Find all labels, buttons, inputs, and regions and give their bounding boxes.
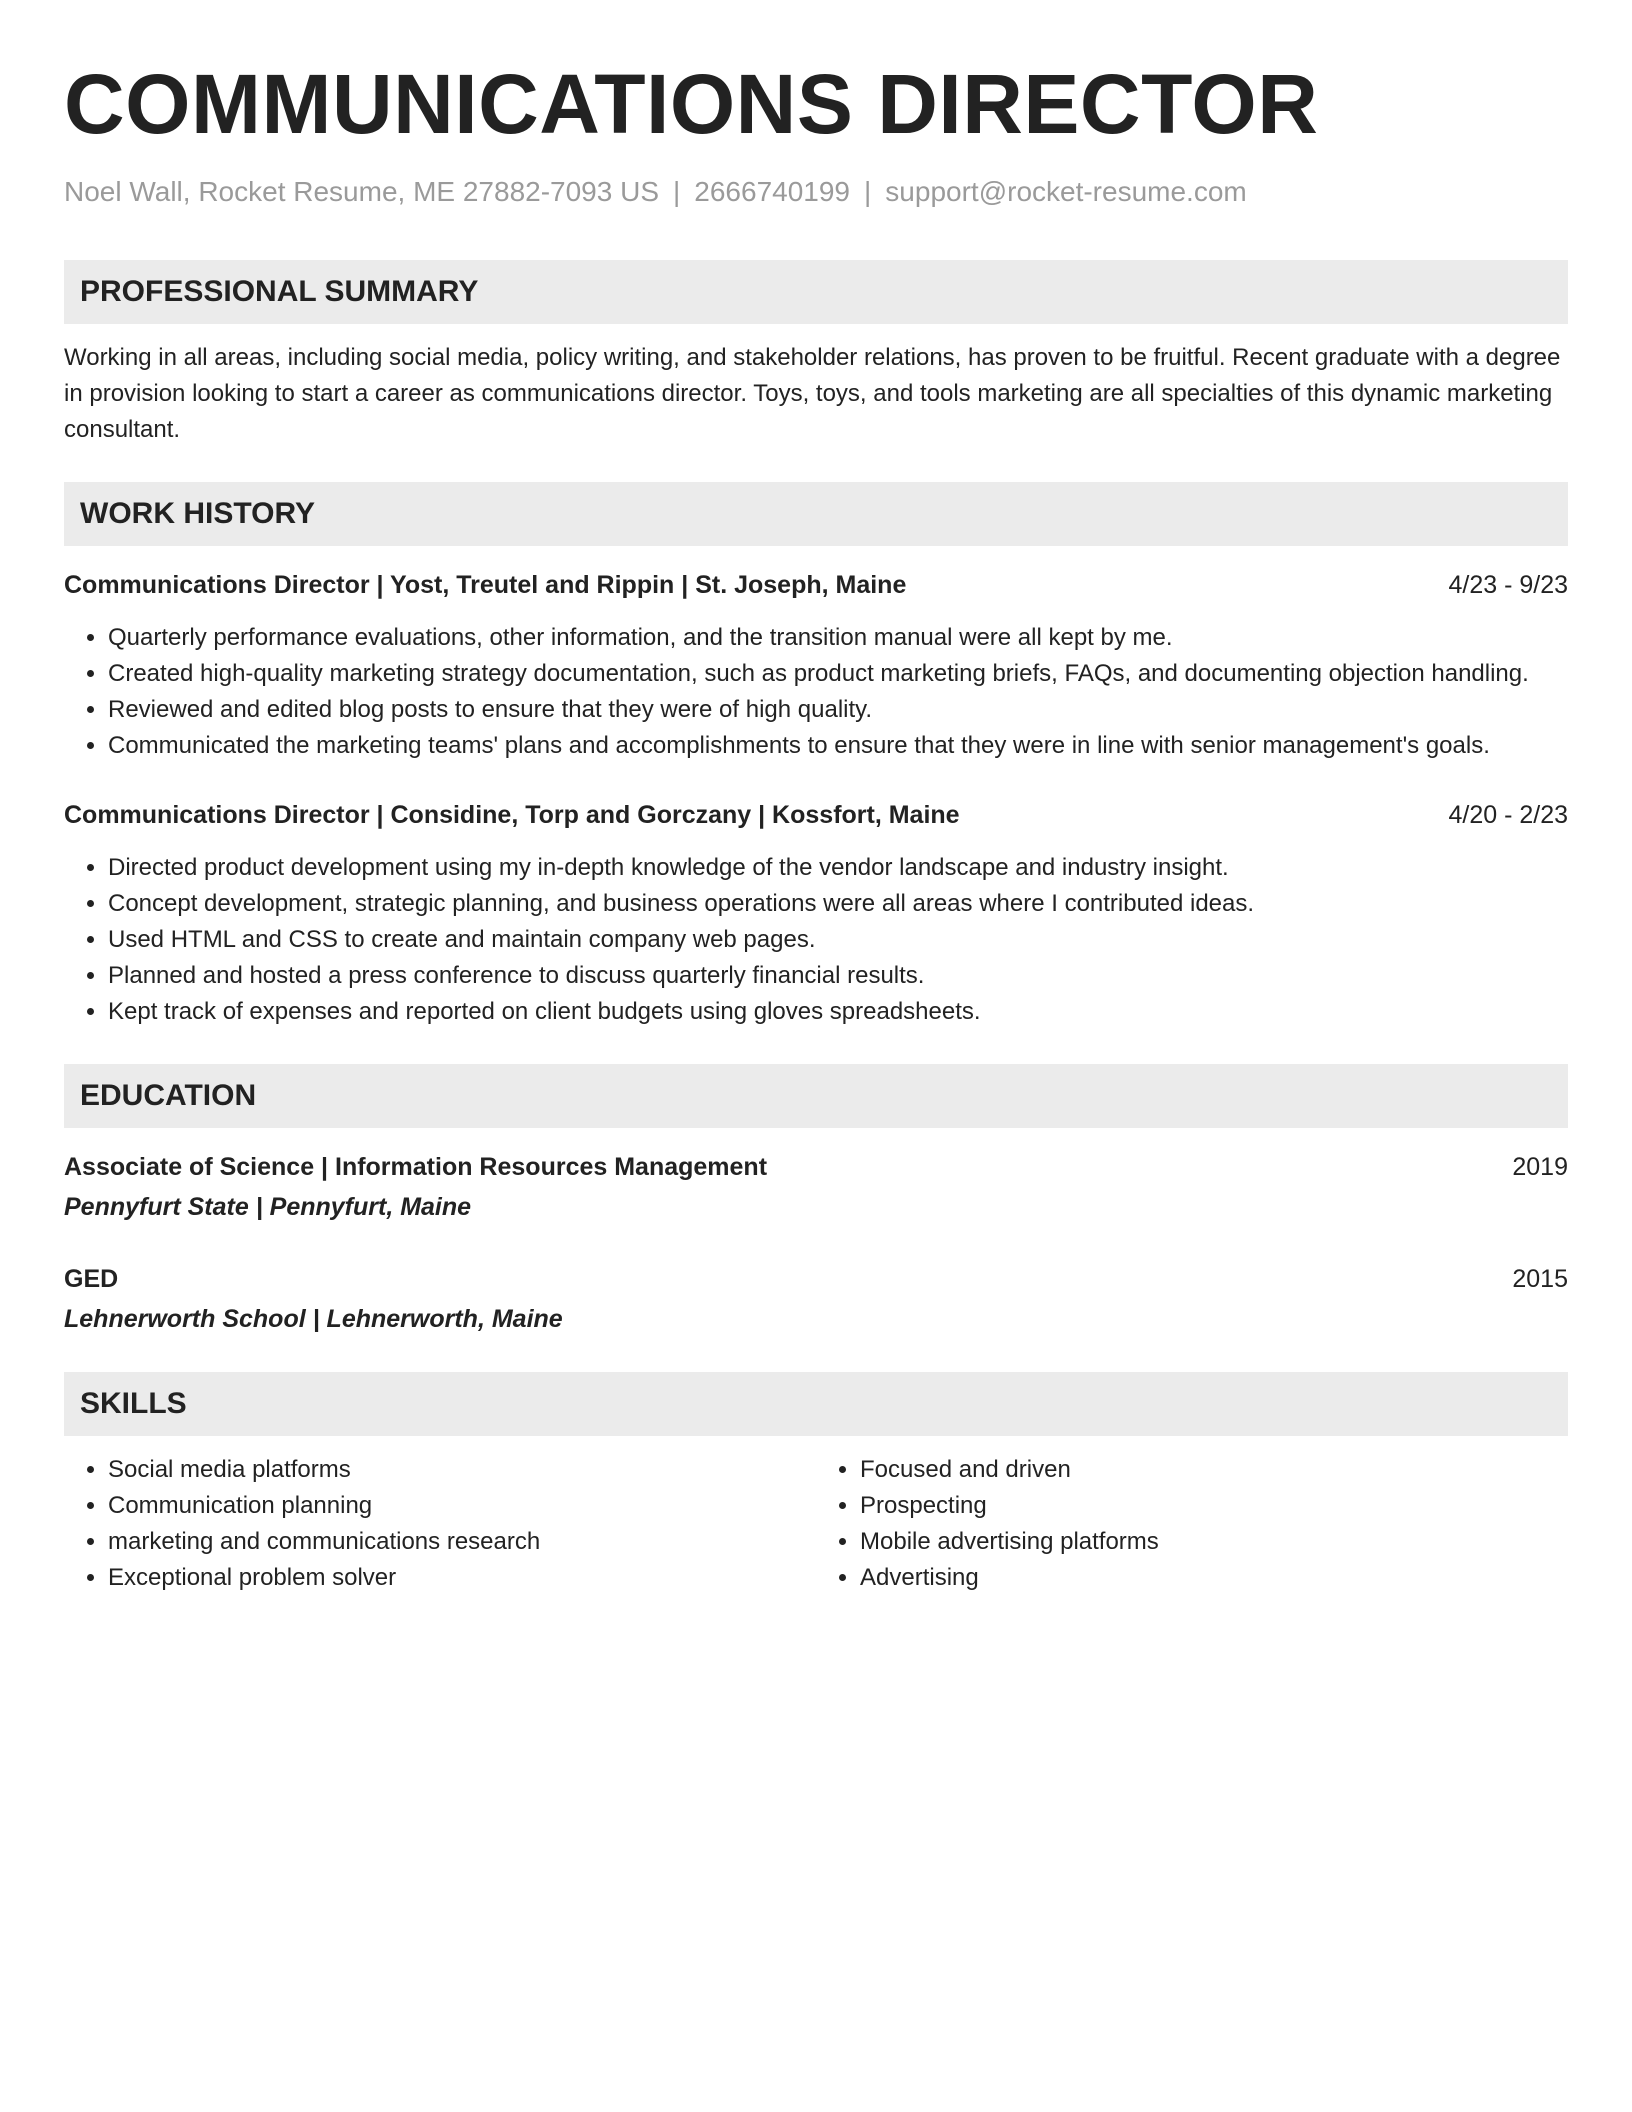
job-bullet: • Planned and hosted a press conference to discuss quarterly financial results. [108,958,1568,994]
skill-item: • Advertising [860,1560,1568,1596]
job-bullet: • Directed product development using my in-depth knowledge of the vendor landscape and industry insight. [108,850,1568,886]
job-title: Communications Director | Considine, Torp and Gorczany | Kossfort, Maine [64,801,960,829]
education-header-row [64,1150,1568,1184]
resume-title: COMMUNICATIONS DIRECTOR [64,57,1319,151]
education-school: Pennyfurt State | Pennyfurt, Maine [64,1193,472,1221]
job-dates: 4/23 - 9/23 [1448,571,1568,599]
skill-item: • Social media platforms [108,1452,816,1488]
contact-address: Noel Wall, Rocket Resume, ME 27882-7093 US [64,176,659,207]
skills-list-right [816,1452,1568,1596]
contact-separator: | [673,176,681,207]
job-bullet: • Used HTML and CSS to create and maintain company web pages. [108,922,1568,958]
skills-heading: SKILLS [64,1372,1568,1436]
job-bullet: • Kept track of expenses and reported on client budgets using gloves spreadsheets. [108,994,1568,1030]
job-header-row [64,798,1568,832]
contact-phone: 2666740199 [694,176,851,207]
contact-line [64,174,1568,210]
job-header-row [64,568,1568,602]
skill-item: • marketing and communications research [108,1524,816,1560]
skill-item: • Prospecting [860,1488,1568,1524]
education-entry [64,1262,1568,1336]
skill-item: • Focused and driven [860,1452,1568,1488]
education-school: Lehnerworth School | Lehnerworth, Maine [64,1305,563,1333]
contact-email: support@rocket-resume.com [885,176,1247,207]
education-year: 2019 [1512,1153,1568,1181]
contact-separator: | [864,176,872,207]
summary-text: Working in all areas, including social media, policy writing, and stakeholder relations, has proven to be fruitful. Recent graduate with a degree in provision looking to start a career as communications director. Toys, toys, and tools marketing are all specialties of this dynamic marketing consultant. [64,344,1561,443]
job-entry [64,798,1568,1030]
summary-heading: PROFESSIONAL SUMMARY [64,260,1568,324]
skills-columns [64,1452,1568,1596]
job-title: Communications Director | Yost, Treutel and Rippin | St. Joseph, Maine [64,571,907,599]
skills-list-left [64,1452,816,1596]
job-bullet: • Concept development, strategic planning, and business operations were all areas where I contributed ideas. [108,886,1568,922]
education-heading: EDUCATION [64,1064,1568,1128]
education-degree: Associate of Science | Information Resources Management [64,1153,768,1181]
education-year: 2015 [1512,1265,1568,1293]
job-bullet: • Quarterly performance evaluations, other information, and the transition manual were all kept by me. [108,620,1568,656]
education-entry [64,1150,1568,1224]
work-history-heading: WORK HISTORY [64,482,1568,546]
job-dates: 4/20 - 2/23 [1448,801,1568,829]
skill-item: • Communication planning [108,1488,816,1524]
job-bullet: • Reviewed and edited blog posts to ensure that they were of high quality. [108,692,1568,728]
education-degree: GED [64,1265,119,1293]
skill-item: • Mobile advertising platforms [860,1524,1568,1560]
job-bullet-list [64,850,1568,1030]
job-bullet: • Created high-quality marketing strategy documentation, such as product marketing briefs, FAQs, and documenting objection handling. [108,656,1568,692]
job-bullet-list [64,620,1568,764]
education-header-row [64,1262,1568,1296]
job-bullet: • Communicated the marketing teams' plans and accomplishments to ensure that they were in line with senior management's goals. [108,728,1568,764]
skill-item: • Exceptional problem solver [108,1560,816,1596]
job-entry [64,568,1568,764]
